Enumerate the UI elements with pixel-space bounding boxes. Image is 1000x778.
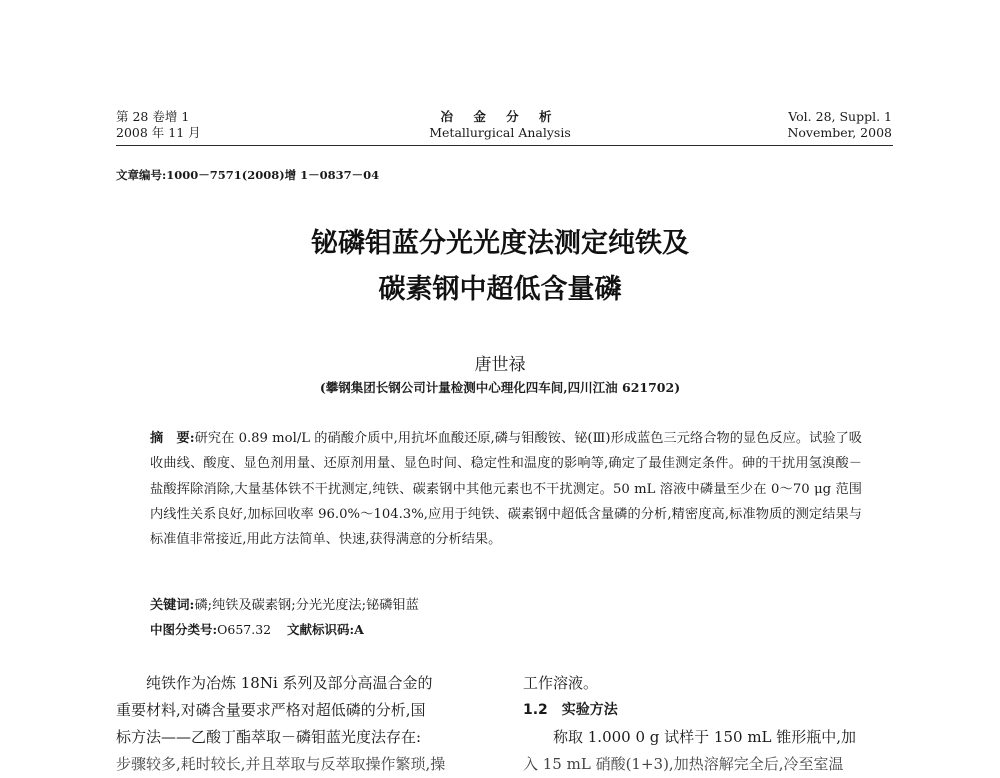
body-line-partial: 入 15 mL 硝酸(1+3),加热溶解完全后,冷至室温 xyxy=(523,755,844,773)
body-line: 称取 1.000 0 g 试样于 150 mL 锥形瓶中,加 xyxy=(553,728,857,746)
clc-value: O657.32 xyxy=(217,622,272,637)
body-column-right xyxy=(523,670,895,773)
body-line: 工作溶液。 xyxy=(523,674,599,692)
section-heading: 1.2 实验方法 xyxy=(523,702,618,718)
body-column-left xyxy=(116,670,492,773)
keywords xyxy=(150,594,419,613)
journal-name-cn: 冶 金 分 析 xyxy=(440,109,560,124)
doc-code-value: A xyxy=(354,622,364,637)
doc-code-label: 文献标识码: xyxy=(287,622,355,637)
body-line: 纯铁作为冶炼 18Ni 系列及部分高温合金的 xyxy=(146,674,433,692)
classification xyxy=(150,620,364,638)
journal-name-en: Metallurgical Analysis xyxy=(429,125,571,140)
author-affiliation: (攀钢集团长钢公司计量检测中心理化四车间,四川江油 621702) xyxy=(319,380,681,395)
clc-label: 中图分类号: xyxy=(150,622,218,637)
abstract-label: 摘 要: xyxy=(150,431,195,446)
body-line: 重要材料,对磷含量要求严格对超低磷的分析,国 xyxy=(116,701,426,719)
abstract-text: 研究在 0.89 mol/L 的硝酸介质中,用抗坏血酸还原,磷与钼酸铵、铋(Ⅲ)形成蓝色三元络合物的显色反应。试验了吸收曲线、酸度、显色剂用量、还原剂用量、显色时间、稳定性和温度的影响等,确定了最佳测定条件。砷的干扰用氢溴酸－盐酸挥除消除,大量基体铁不干扰测定,纯铁、碳素钢中其他元素也不干扰测定。50 mL 溶液中磷量至少在 0～70 μg 范围内线性关系良好,加标回收率 96.0%～104.3%,应用于纯铁、碳素钢中超低含量磷的分析,精密度高,标准物质的测定结果与标准值非常接近,用此方法简单、快速,获得满意的分析结果。 xyxy=(150,431,862,548)
paper-title-line2: 碳素钢中超低含量磷 xyxy=(378,274,622,305)
body-line: 标方法——乙酸丁酯萃取－磷钼蓝光度法存在: xyxy=(116,728,422,746)
article-number: 文章编号:1000－7571(2008)增 1－0837－04 xyxy=(116,168,380,182)
keywords-label: 关键词: xyxy=(150,598,195,613)
abstract xyxy=(150,426,862,552)
header-rule xyxy=(116,145,893,146)
date-label-en: November, 2008 xyxy=(787,125,892,140)
journal-issue-info-en xyxy=(787,109,892,141)
volume-label: 第 28 卷增 1 xyxy=(116,109,190,124)
keywords-text: 磷;纯铁及碳素钢;分光光度法;铋磷钼蓝 xyxy=(194,598,419,613)
author-name: 唐世禄 xyxy=(474,355,526,375)
body-line-partial: 步骤较多,耗时较长,并且萃取与反萃取操作繁琐,操 xyxy=(116,755,446,773)
paper-title-line1: 铋磷钼蓝分光光度法测定纯铁及 xyxy=(311,228,689,259)
date-label: 2008 年 11 月 xyxy=(116,125,201,140)
volume-label-en: Vol. 28, Suppl. 1 xyxy=(788,109,892,124)
